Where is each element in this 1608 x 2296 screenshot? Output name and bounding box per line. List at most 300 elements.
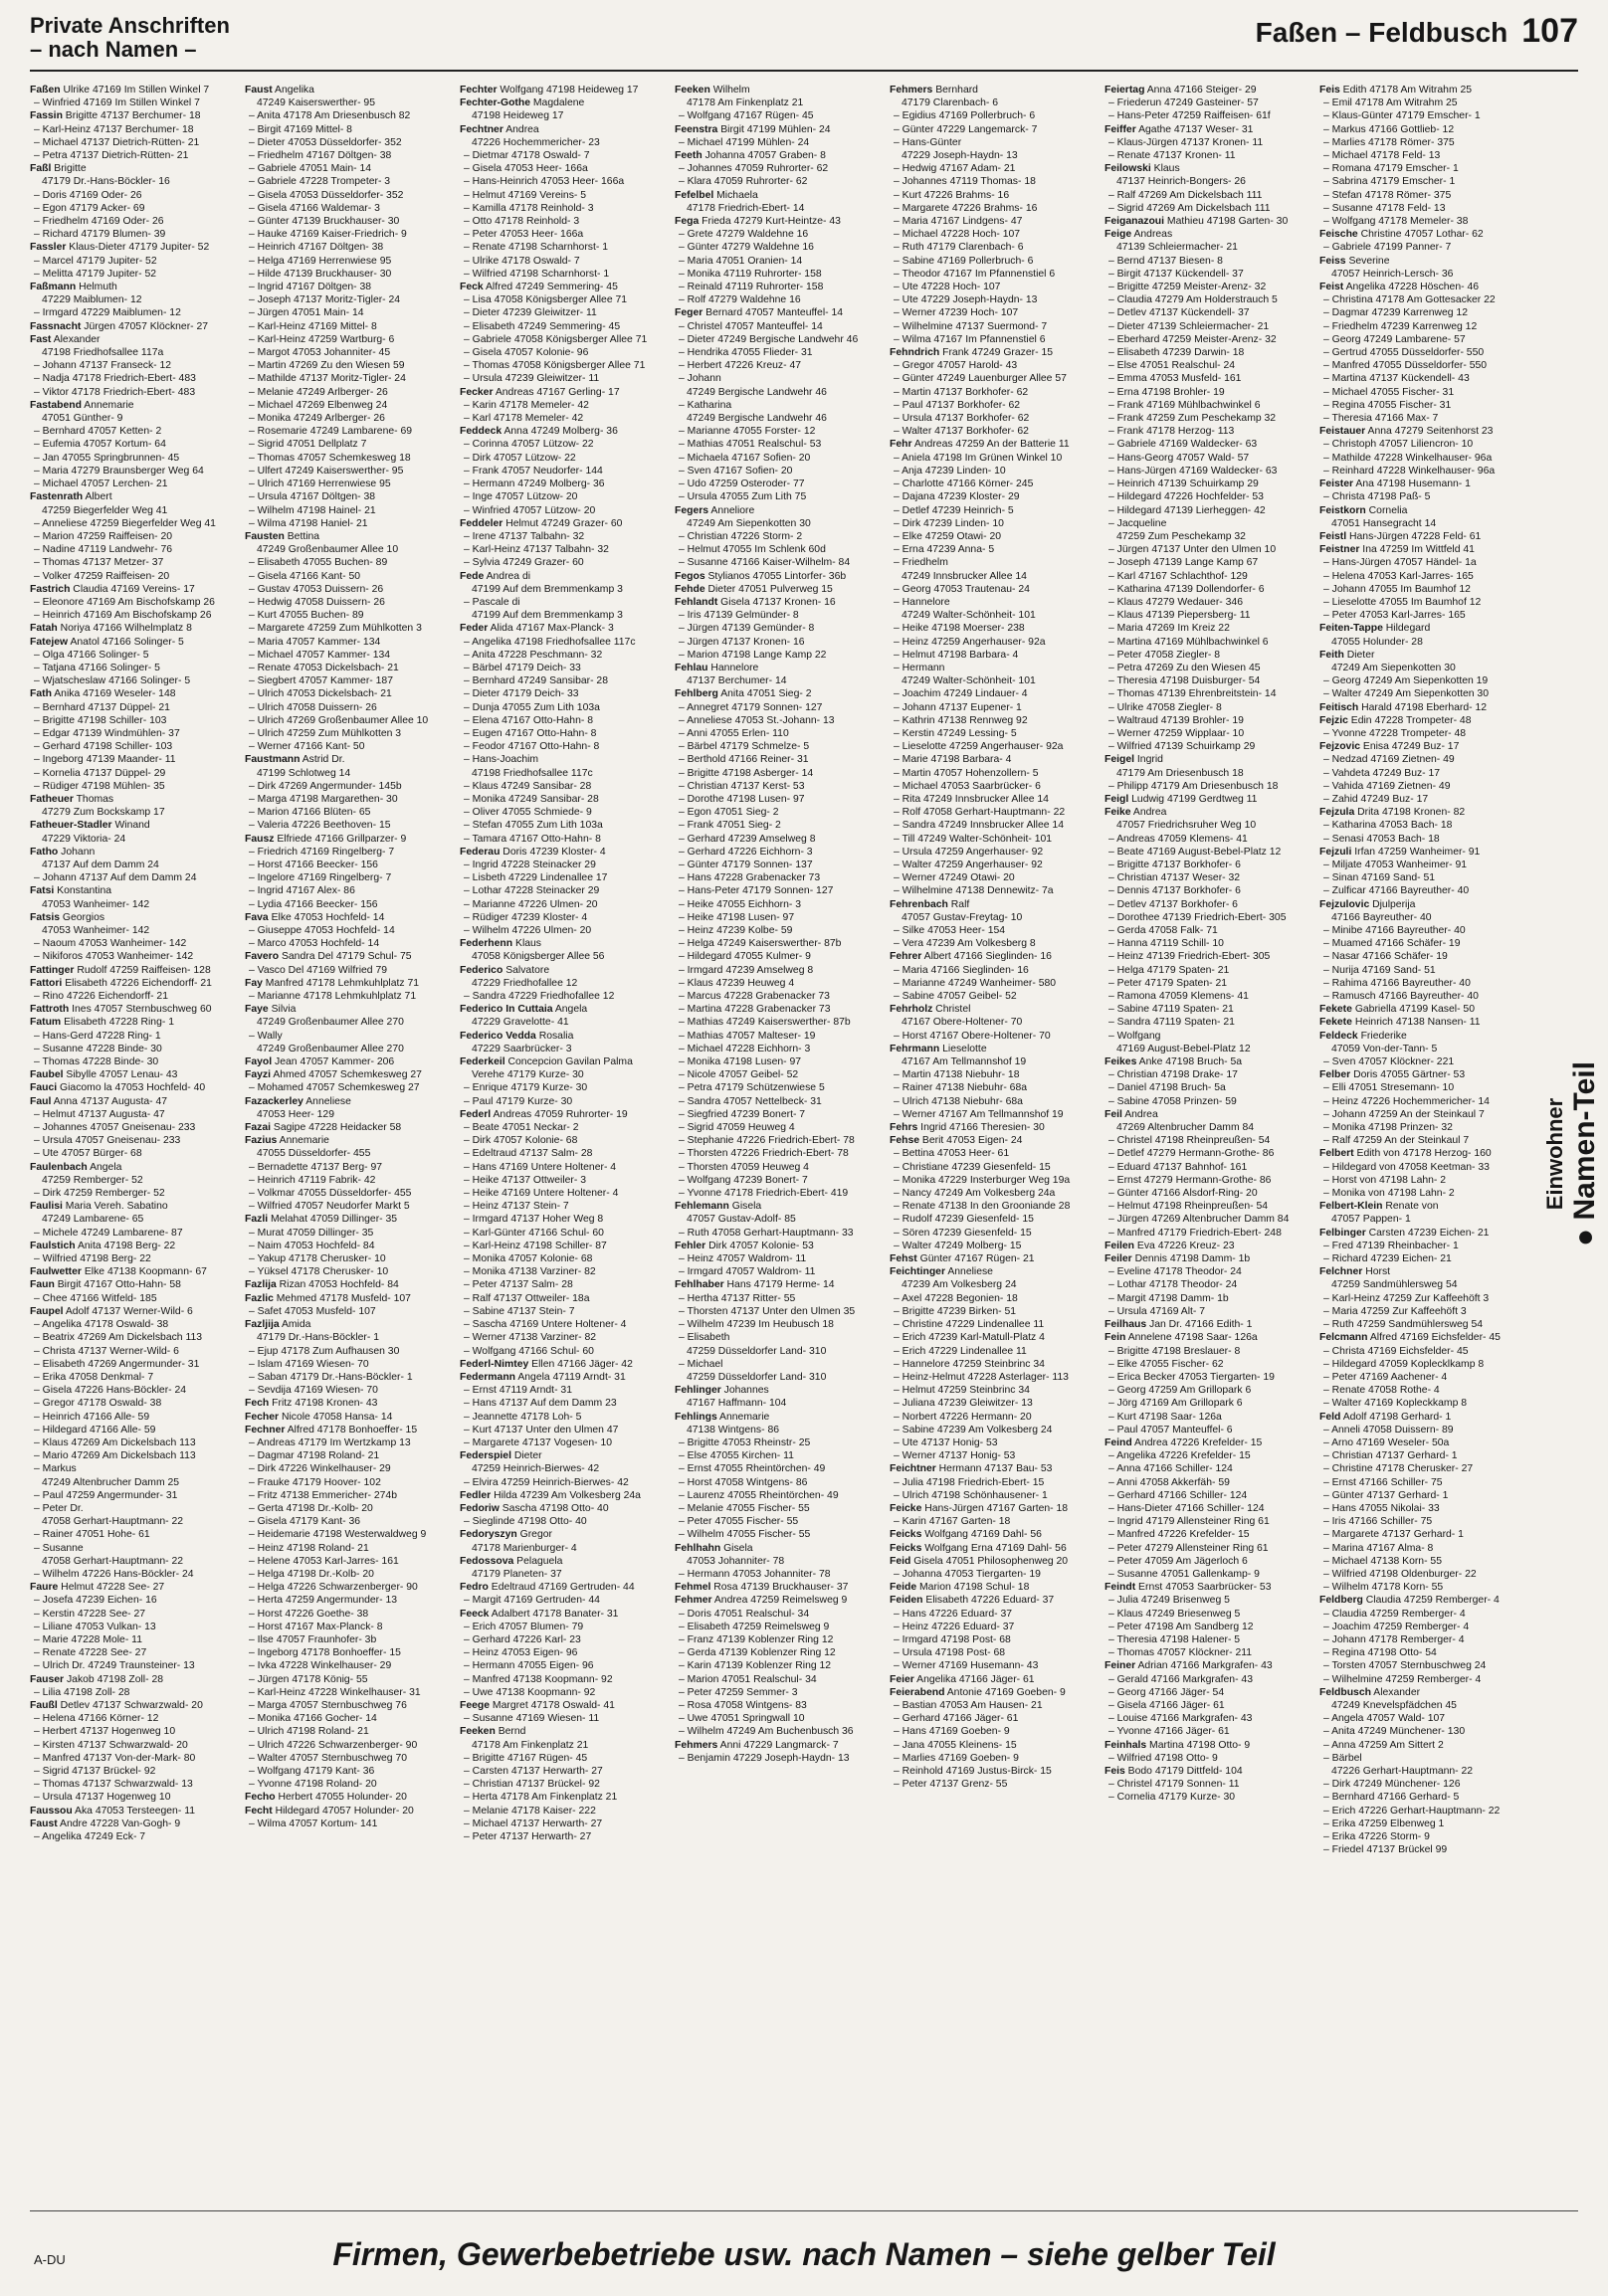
list-item	[30, 871, 239, 884]
entry-text: 47199 Auf dem Bremmenkamp 3	[472, 610, 623, 622]
entry-text: – Maria 47057 Kammer- 134	[249, 636, 381, 648]
surname: Fatah	[30, 623, 58, 635]
list-item	[1319, 1081, 1528, 1094]
list-item	[1105, 1108, 1313, 1121]
entry-text: Anna 47166 Steiger- 29	[1144, 85, 1257, 96]
surname: Federico In Cuttaia	[460, 1004, 553, 1016]
list-item	[675, 123, 884, 136]
entry-text: Edith von 47178 Herzog- 160	[1353, 1148, 1492, 1160]
list-item	[1319, 937, 1528, 950]
entry-text: – Naoum 47053 Wanheimer- 142	[34, 938, 187, 950]
entry-text: Gisela	[728, 1201, 762, 1213]
entry-text: – Marianne 47055 Forster- 12	[679, 426, 816, 438]
entry-text: – Christina 47178 Am Gottesacker 22	[1323, 294, 1496, 306]
entry-text: – Susanne 47178 Feld- 13	[1323, 202, 1446, 214]
entry-text: – Heinz 47137 Stein- 7	[464, 1201, 569, 1213]
list-item	[30, 1055, 239, 1068]
entry-text: – Brigitte 47198 Breslauer- 8	[1108, 1345, 1241, 1357]
list-item	[675, 504, 884, 517]
list-item	[460, 1818, 669, 1830]
entry-text: – Erica Becker 47053 Tiergarten- 19	[1108, 1371, 1275, 1383]
list-item	[460, 1542, 669, 1555]
list-item	[245, 1752, 454, 1765]
entry-text: – Margarete 47259 Zum Mühlkotten 3	[249, 623, 422, 635]
entry-text: – Klaus 47269 Am Dickelsbach 113	[34, 1436, 196, 1448]
list-item	[30, 687, 239, 700]
list-item	[1319, 202, 1528, 215]
list-item	[1105, 149, 1313, 162]
list-item	[460, 386, 669, 399]
surname: Fejzic	[1319, 714, 1348, 726]
surname: Feindt	[1105, 1582, 1136, 1594]
surname: Fath	[30, 688, 52, 700]
list-item	[1105, 1174, 1313, 1187]
entry-text: – Martina 47228 Grabenacker 73	[679, 1004, 831, 1016]
entry-text: – Werner 47138 Varziner- 82	[464, 1332, 597, 1344]
list-item	[1105, 1016, 1313, 1029]
list-item	[890, 215, 1099, 228]
list-item	[1105, 1121, 1313, 1134]
surname: Faun	[30, 1279, 55, 1291]
list-item	[245, 372, 454, 385]
entry-text: – Jürgen 47051 Main- 14	[249, 307, 364, 319]
entry-text: – Wolfgang 47179 Kant- 36	[249, 1766, 375, 1777]
list-item	[1319, 1003, 1528, 1016]
list-item	[245, 871, 454, 884]
entry-text: – Markus 47166 Gottlieb- 12	[1323, 123, 1455, 135]
entry-text: – Sandra 47057 Nettelbeck- 31	[679, 1095, 822, 1107]
list-item	[460, 268, 669, 281]
list-item	[1319, 452, 1528, 465]
list-item	[460, 819, 669, 832]
entry-text: – Ingrid 47179 Allensteiner Ring 61	[1108, 1516, 1270, 1528]
surname: Fehlhaber	[675, 1279, 724, 1291]
surname: Faust	[30, 1818, 58, 1829]
entry-text: – Erika 47259 Elbenweg 1	[1323, 1818, 1445, 1829]
list-item	[890, 1778, 1099, 1791]
list-item	[675, 1358, 884, 1371]
entry-text: – Kerstin 47249 Lessing- 5	[894, 727, 1017, 739]
entry-text: – Eduard 47137 Bahnhof- 161	[1108, 1161, 1248, 1173]
entry-text: – Heike 47198 Lusen- 97	[679, 911, 795, 923]
entry-text: Dirk 47057 Kolonie- 53	[705, 1240, 814, 1251]
list-item	[1319, 846, 1528, 859]
list-item	[245, 359, 454, 372]
entry-text: – Peter Dr.	[34, 1502, 84, 1514]
list-item	[30, 846, 239, 859]
list-item	[245, 1187, 454, 1200]
list-item	[890, 1712, 1099, 1725]
entry-text: – Heinrich 47166 Alle- 59	[34, 1411, 150, 1423]
list-item	[245, 109, 454, 122]
entry-text: Gisela	[720, 1542, 753, 1554]
surname: Fechtner	[460, 123, 503, 135]
entry-text: – Elisabeth 47259 Reimelsweg 9	[679, 1621, 830, 1632]
entry-text: Hans-Jürgen 47228 Feld- 61	[1346, 530, 1482, 542]
list-item	[1319, 1240, 1528, 1252]
list-item	[675, 1646, 884, 1659]
entry-text: Gregor	[516, 1529, 552, 1541]
entry-text: Ahmed 47057 Schemkesweg 27	[271, 1069, 422, 1081]
entry-text: Hans 47179 Herme- 14	[723, 1279, 835, 1291]
entry-text: Christel	[932, 1004, 971, 1016]
list-item	[460, 333, 669, 346]
surname: Faustmann	[245, 754, 301, 766]
list-item	[30, 1134, 239, 1147]
entry-text: – Michael 47053 Saarbrücker- 6	[894, 780, 1041, 792]
surname: Feilhaus	[1105, 1319, 1147, 1331]
list-item	[1105, 1633, 1313, 1646]
list-item	[1105, 846, 1313, 859]
entry-text: Jürgen 47057 Klöckner- 27	[81, 320, 209, 332]
list-item	[245, 1227, 454, 1240]
entry-text: – Helga 47179 Spaten- 21	[1108, 964, 1230, 976]
entry-text: 47249 Bergische Landwehr 46	[687, 413, 827, 425]
surname: Fattori	[30, 977, 63, 989]
list-item	[890, 1646, 1099, 1659]
entry-text: – Winfried 47169 Im Stillen Winkel 7	[34, 97, 200, 109]
list-item	[675, 924, 884, 937]
entry-text: – Hans 47055 Nikolai- 33	[1323, 1502, 1440, 1514]
entry-text: – Horst von 47198 Lahn- 2	[1323, 1174, 1447, 1186]
list-item	[460, 1411, 669, 1424]
list-item	[460, 1581, 669, 1594]
list-item	[890, 202, 1099, 215]
list-item	[890, 452, 1099, 465]
entry-text: – Hans-Heinrich 47053 Heer- 166a	[464, 176, 625, 188]
list-item	[460, 793, 669, 806]
entry-text: – Winfried 47057 Lützow- 20	[464, 504, 596, 516]
list-item	[30, 1095, 239, 1108]
list-item	[675, 780, 884, 793]
surname: Federico	[460, 964, 503, 976]
entry-text: 47167 Haffmann- 104	[687, 1398, 787, 1410]
list-item	[1105, 1358, 1313, 1371]
surname: Faulwetter	[30, 1266, 82, 1278]
entry-text: Amida	[279, 1319, 311, 1331]
list-item	[245, 1436, 454, 1449]
list-item	[245, 1594, 454, 1607]
entry-text: Andrea	[1130, 807, 1167, 819]
entry-text: – Margit 47198 Damm- 1b	[1108, 1292, 1229, 1304]
entry-text: – Mathilde 47137 Moritz-Tigler- 24	[249, 373, 406, 385]
list-item	[1319, 649, 1528, 662]
entry-text: – Werner 47167 Am Tellmannshof 19	[894, 1108, 1064, 1120]
surname: Fehndrich	[890, 347, 940, 359]
list-item	[1319, 636, 1528, 649]
entry-text: – Thorsten 47226 Friedrich-Ebert- 78	[679, 1148, 849, 1160]
entry-text: – Philipp 47179 Am Driesenbusch 18	[1108, 780, 1279, 792]
list-item	[890, 1068, 1099, 1081]
entry-text: – Stephanie 47226 Friedrich-Ebert- 78	[679, 1135, 855, 1147]
list-item	[1319, 255, 1528, 268]
entry-text: – Egon 47179 Acker- 69	[34, 202, 145, 214]
list-item	[890, 504, 1099, 517]
entry-text: – Pascale di	[464, 596, 520, 608]
entry-text: Drita 47198 Kronen- 82	[1354, 807, 1466, 819]
list-item	[675, 898, 884, 911]
list-item	[675, 1633, 884, 1646]
entry-text: – Joseph 47139 Lange Kamp 67	[1108, 557, 1259, 569]
list-item	[890, 687, 1099, 700]
entry-text: – Beate 47169 August-Bebel-Platz 12	[1108, 846, 1282, 858]
surname: Feicke	[890, 1502, 922, 1514]
surname: Fassnacht	[30, 320, 82, 332]
entry-text: Angelika 47166 Jäger- 61	[913, 1673, 1035, 1685]
entry-text: – Ulfert 47249 Kaiserswerther- 95	[249, 465, 404, 477]
entry-text: – Romana 47179 Emscher- 1	[1323, 163, 1459, 175]
list-item	[30, 1305, 239, 1318]
entry-text: – Dagmar 47239 Karrenweg 12	[1323, 307, 1468, 319]
list-item	[460, 1213, 669, 1226]
entry-text: 47058 Königsberger Allee 56	[472, 951, 605, 963]
list-item	[1105, 950, 1313, 963]
entry-text: – Heinz 47226 Hochemmericher- 14	[1323, 1095, 1490, 1107]
list-item	[30, 1187, 239, 1200]
entry-text: – Sandra 47249 Innsbrucker Allee 14	[894, 820, 1064, 832]
list-item	[1319, 162, 1528, 175]
list-item	[675, 714, 884, 727]
entry-text: Günter 47167 Rügen- 21	[916, 1253, 1035, 1265]
entry-text: Ana 47198 Husemann- 1	[1353, 478, 1471, 490]
entry-text: Berit 47053 Eigen- 24	[919, 1135, 1023, 1147]
entry-text: – Marianne 47249 Wanheimer- 580	[894, 977, 1057, 989]
list-item	[1105, 1292, 1313, 1305]
surname: Favero	[245, 951, 280, 963]
list-item	[460, 530, 669, 543]
list-item	[1319, 1765, 1528, 1778]
entry-text: – Martin 47138 Niebuhr- 18	[894, 1069, 1020, 1081]
list-item	[460, 1489, 669, 1502]
list-item	[460, 1699, 669, 1712]
surname: Faul	[30, 1095, 52, 1107]
list-item	[1319, 189, 1528, 202]
surname: Faure	[30, 1582, 59, 1594]
entry-text: – Richard 47179 Blumen- 39	[34, 229, 166, 241]
entry-text: – Erich 47226 Gerhart-Hauptmann- 22	[1323, 1805, 1501, 1817]
list-item	[30, 96, 239, 109]
entry-text: Adrian 47166 Markgrafen- 43	[1135, 1660, 1273, 1672]
list-item	[1105, 1003, 1313, 1016]
entry-text: Annemarie	[716, 1411, 770, 1423]
entry-text: – Marga 47198 Margarethen- 30	[249, 793, 398, 805]
surname: Feldbusch	[1319, 1686, 1371, 1698]
list-item	[1319, 1068, 1528, 1081]
list-item	[1105, 1476, 1313, 1489]
list-item	[675, 1397, 884, 1410]
list-item	[30, 898, 239, 911]
entry-text: – Marie 47228 Mole- 11	[34, 1633, 142, 1645]
entry-text: – Marion 47259 Raiffeisen- 20	[34, 530, 173, 542]
entry-text: – Doris 47051 Realschul- 34	[679, 1608, 810, 1620]
list-item	[460, 846, 669, 859]
list-item	[1319, 1568, 1528, 1581]
list-item	[460, 1003, 669, 1016]
list-item	[30, 1739, 239, 1752]
list-item	[245, 215, 454, 228]
entry-text: – Andreas 47179 Im Wertzkamp 13	[249, 1436, 411, 1448]
entry-text: – Vasco Del 47169 Wilfried 79	[249, 964, 387, 976]
list-item	[890, 1174, 1099, 1187]
list-item	[1319, 1528, 1528, 1541]
list-item	[460, 1830, 669, 1843]
entry-text: – Aniela 47198 Im Grünen Winkel 10	[894, 452, 1063, 464]
entry-text: Brigitte	[51, 163, 87, 175]
entry-text: Angela	[87, 1161, 122, 1173]
entry-text: – Valeria 47226 Beethoven- 15	[249, 820, 391, 832]
entry-text: – Gerda 47139 Koblenzer Ring 12	[679, 1647, 836, 1659]
entry-text: – Maria 47269 Im Kreiz 22	[1108, 623, 1230, 635]
entry-text: – Thomas 47137 Schwarzwald- 13	[34, 1779, 193, 1791]
list-item	[675, 649, 884, 662]
entry-text: – Reinald 47119 Ruhrorter- 158	[679, 282, 824, 293]
surname: Fechner	[245, 1424, 286, 1435]
entry-text: – Gabriele 47051 Main- 14	[249, 163, 372, 175]
surname: Felbert-Klein	[1319, 1201, 1383, 1213]
list-item	[1319, 346, 1528, 359]
entry-text: – Ingrid 47167 Alex- 86	[249, 885, 355, 897]
list-item	[1105, 1436, 1313, 1449]
list-item	[1319, 372, 1528, 385]
entry-text: – Brigitte 47053 Rheinstr- 25	[679, 1436, 811, 1448]
list-item	[1105, 1739, 1313, 1752]
entry-text: – Emma 47053 Musfeld- 161	[1108, 373, 1242, 385]
list-item	[1319, 306, 1528, 319]
list-item	[1105, 1752, 1313, 1765]
entry-text: – Nikiforos 47053 Wanheimer- 142	[34, 951, 194, 963]
entry-text: 47259 Heinrich-Bierwes- 42	[472, 1463, 600, 1475]
list-item	[890, 1331, 1099, 1344]
list-item	[245, 819, 454, 832]
list-item	[30, 740, 239, 753]
entry-text: Detlev 47137 Schwarzwald- 20	[57, 1699, 203, 1711]
list-item	[890, 662, 1099, 674]
list-item	[30, 1725, 239, 1738]
entry-text: – Hans 47169 Untere Holtener- 4	[464, 1161, 617, 1173]
list-item	[245, 1489, 454, 1502]
list-item	[245, 636, 454, 649]
list-item	[30, 1462, 239, 1475]
entry-text: Sibylle 47057 Lenau- 43	[63, 1069, 178, 1081]
entry-text: – Irmgard 47057 Waldrom- 11	[679, 1266, 816, 1278]
list-item	[890, 438, 1099, 451]
list-item	[245, 202, 454, 215]
entry-text: – Hans-Dieter 47166 Schiller- 124	[1108, 1502, 1265, 1514]
entry-text: – Bärbel 47179 Schmelze- 5	[679, 741, 810, 753]
entry-text: – Wilhelm 47226 Hans-Böckler- 24	[34, 1568, 194, 1580]
entry-text: – Hermann 47055 Eigen- 96	[464, 1660, 594, 1672]
list-item	[245, 320, 454, 333]
list-item	[30, 806, 239, 819]
list-item	[30, 1712, 239, 1725]
entry-text: Dieter 47051 Pulverweg 15	[704, 583, 833, 595]
entry-text: – Marion 47166 Blüten- 65	[249, 807, 371, 819]
entry-text: – Monika 47249 Arlberger- 26	[249, 413, 385, 425]
entry-text: – Gregor 47057 Harold- 43	[894, 360, 1018, 372]
surname: Faußl	[30, 1699, 58, 1711]
entry-text: – Ralf 47269 Am Dickelsbach 111	[1108, 189, 1263, 201]
list-item	[245, 780, 454, 793]
surname: Fehlberg	[675, 688, 718, 700]
list-item	[245, 1043, 454, 1055]
surname: Faye	[245, 1004, 269, 1016]
entry-text: – Dajana 47239 Kloster- 29	[894, 491, 1020, 503]
list-item	[675, 911, 884, 924]
entry-text: – Wilfried 47198 Scharnhorst- 1	[464, 268, 610, 280]
list-item	[675, 1739, 884, 1752]
list-item	[30, 753, 239, 766]
entry-text: – Günter 47179 Sonnen- 137	[679, 859, 813, 870]
entry-text: Edin 47228 Trompeter- 48	[1347, 714, 1472, 726]
entry-text: – Hilde 47139 Bruckhauser- 30	[249, 268, 392, 280]
entry-text: – Georg 47249 Am Siepenkotten 19	[1323, 675, 1489, 687]
entry-text: – Ursula 47137 Borkhofer- 62	[894, 413, 1030, 425]
list-item	[1319, 1555, 1528, 1568]
list-item	[890, 1739, 1099, 1752]
entry-text: Adolf 47198 Gerhard- 1	[1340, 1411, 1452, 1423]
list-item	[1105, 1699, 1313, 1712]
surname: Fede	[460, 570, 485, 582]
entry-text: – Eleonore 47169 Am Bischofskamp 26	[34, 596, 215, 608]
entry-text: – Helmut 47259 Steinbrinc 34	[894, 1385, 1030, 1397]
list-item	[890, 1081, 1099, 1094]
list-item	[1105, 884, 1313, 897]
entry-text: – Christel 47198 Rheinpreußen- 54	[1108, 1135, 1271, 1147]
list-item	[1105, 228, 1313, 241]
list-item	[1319, 504, 1528, 517]
list-item	[1105, 1200, 1313, 1213]
list-item	[245, 1424, 454, 1436]
list-item	[30, 1318, 239, 1331]
list-item	[1319, 1659, 1528, 1672]
entry-text: – Beatrix 47269 Am Dickelsbach 113	[34, 1332, 203, 1344]
list-item	[890, 1003, 1099, 1016]
list-item	[460, 1568, 669, 1581]
entry-text: – Christian 47137 Gerhard- 1	[1323, 1450, 1458, 1462]
entry-text: 47053 Wanheimer- 142	[42, 898, 150, 910]
list-item	[1105, 1134, 1313, 1147]
entry-text: – Dirk 47057 Lützow- 22	[464, 452, 576, 464]
list-item	[245, 1095, 454, 1108]
list-item	[675, 1371, 884, 1384]
list-item	[30, 819, 239, 832]
surname: Fast	[30, 333, 52, 345]
entry-text: – Günter 47166 Alsdorf-Ring- 20	[1108, 1188, 1258, 1200]
entry-text: – Kirsten 47137 Schwarzwald- 20	[34, 1739, 188, 1751]
entry-text: – Petra 47179 Schützenwiese 5	[679, 1082, 825, 1094]
list-item	[460, 1673, 669, 1686]
list-item	[1319, 175, 1528, 188]
list-item	[245, 1739, 454, 1752]
list-item	[1105, 1278, 1313, 1291]
entry-text: – Helga 47169 Herrenwiese 95	[249, 255, 392, 267]
list-item	[30, 1515, 239, 1528]
list-item	[1319, 412, 1528, 425]
entry-text: – Christiane 47239 Giesenfeld- 15	[894, 1161, 1051, 1173]
list-item	[1105, 333, 1313, 346]
surname: Federkeil	[460, 1056, 505, 1068]
list-item	[30, 136, 239, 149]
list-item	[1105, 674, 1313, 687]
entry-text: – Angelika 47226 Krefelder- 15	[1108, 1450, 1251, 1462]
list-item	[245, 1278, 454, 1291]
entry-text: – Marianne 47226 Ulmen- 20	[464, 898, 598, 910]
entry-text: 47057 Heinrich-Lersch- 36	[1331, 268, 1454, 280]
list-item	[890, 268, 1099, 281]
list-item	[890, 1161, 1099, 1174]
list-item	[675, 596, 884, 609]
entry-text: – Ulrich 47138 Niebuhr- 68a	[894, 1095, 1023, 1107]
